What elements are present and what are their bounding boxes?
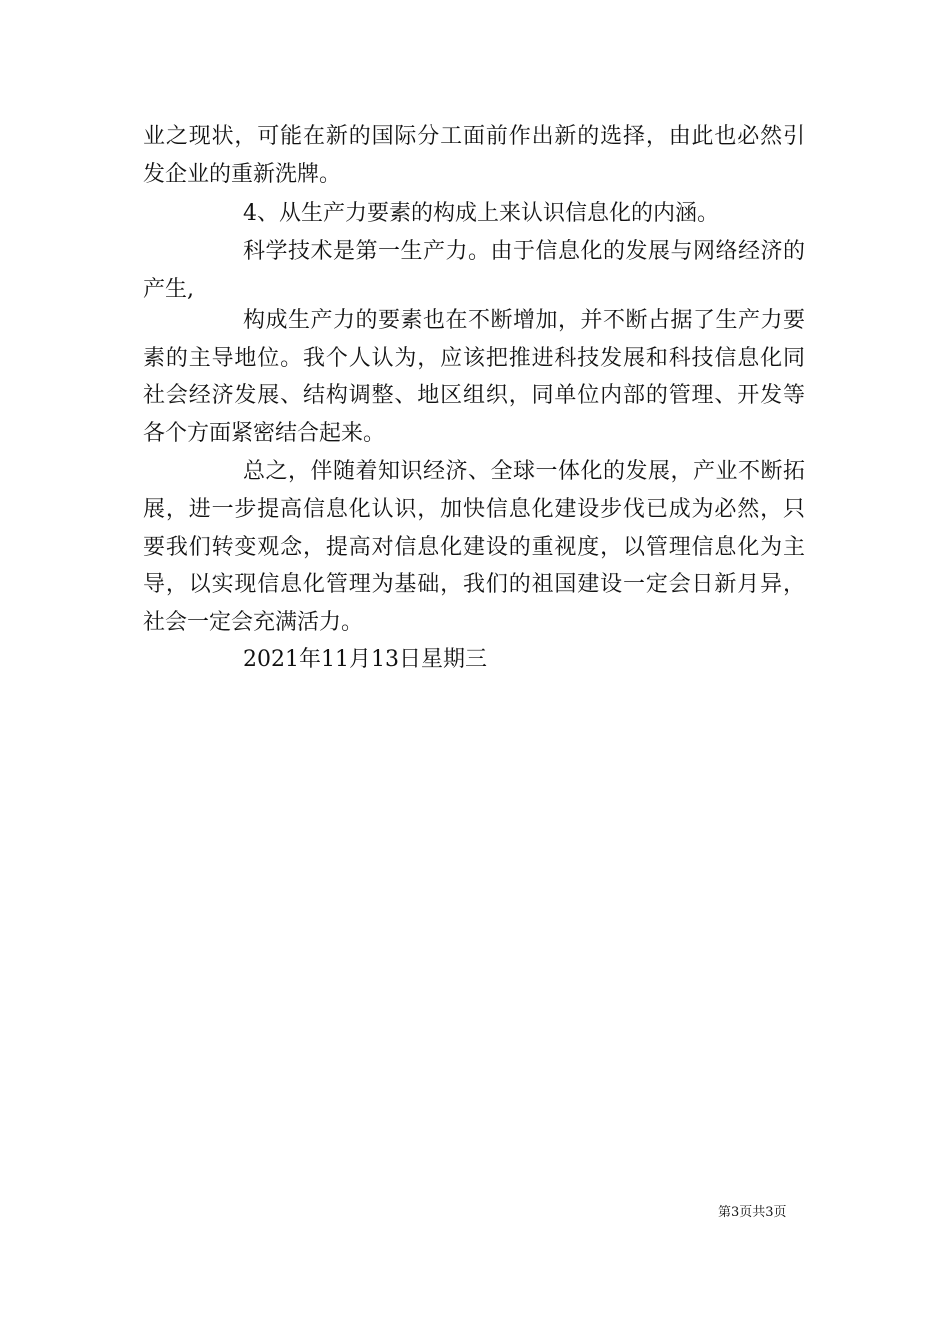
paragraph-line: 展，进一步提高信息化认识，加快信息化建设步伐已成为必然，只 [143,497,805,522]
paragraph-line: 素的主导地位。我个人认为，应该把推进科技发展和科技信息化同 [143,346,805,371]
paragraph-line: 发企业的重新洗牌。 [143,162,342,187]
page-number-footer: 第3页共3页 [718,1205,787,1220]
paragraph-line: 各个方面紧密结合起来。 [143,421,386,446]
section-heading: 4、从生产力要素的构成上来认识信息化的内涵。 [243,201,719,226]
paragraph-line: 导，以实现信息化管理为基础，我们的祖国建设一定会日新月异， [143,572,805,597]
paragraph-line: 科学技术是第一生产力。由于信息化的发展与网络经济的 [243,239,805,264]
paragraph-line: 总之，伴随着知识经济、全球一体化的发展，产业不断拓 [243,459,805,484]
paragraph-line: 产生, [143,277,194,302]
paragraph-line: 构成生产力的要素也在不断增加，并不断占据了生产力要 [243,308,805,333]
date-line: 2021年11月13日星期三 [243,647,487,672]
paragraph-line: 业之现状，可能在新的国际分工面前作出新的选择，由此也必然引 [143,124,805,149]
paragraph-line: 社会一定会充满活力。 [143,610,364,635]
paragraph-line: 社会经济发展、结构调整、地区组织，同单位内部的管理、开发等 [143,383,805,408]
paragraph-line: 要我们转变观念，提高对信息化建设的重视度，以管理信息化为主 [143,535,805,560]
